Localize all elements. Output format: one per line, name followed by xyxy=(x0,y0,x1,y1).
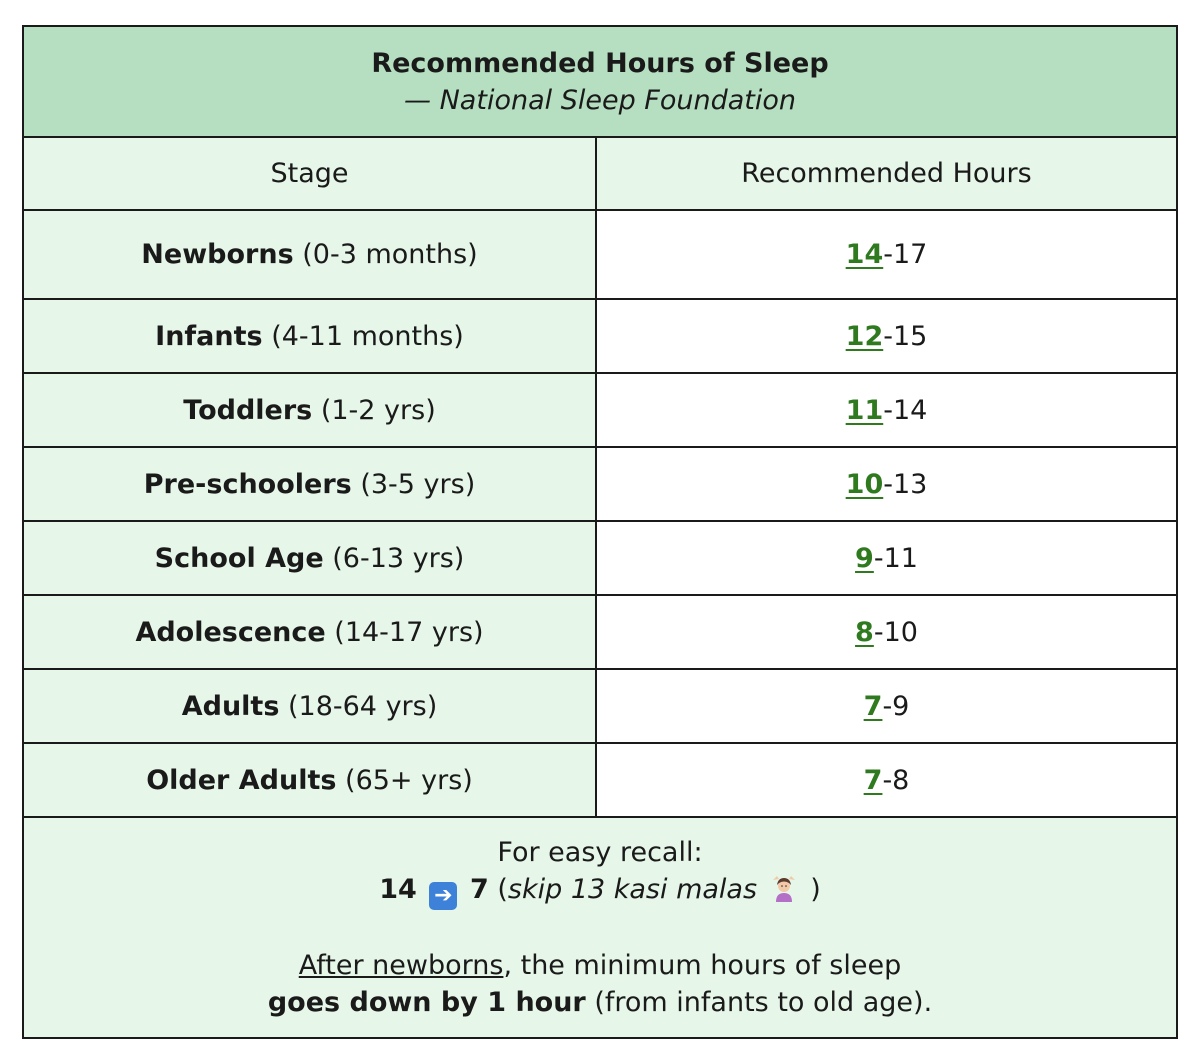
header-stage: Stage xyxy=(24,138,597,209)
note-line-1 xyxy=(299,947,902,984)
stage-name: School Age xyxy=(154,542,324,574)
stage-cell xyxy=(24,374,597,446)
header-row xyxy=(24,138,1176,211)
hours-min: 14 xyxy=(845,239,884,270)
stage-cell xyxy=(24,596,597,668)
hours-max: -8 xyxy=(882,764,910,796)
hours-cell xyxy=(597,744,1176,816)
hours-max: -10 xyxy=(873,616,918,648)
table-row xyxy=(24,300,1176,374)
hours-min: 7 xyxy=(863,764,883,796)
hours-cell xyxy=(597,596,1176,668)
note-end: (from infants to old age). xyxy=(594,987,933,1018)
table-row xyxy=(24,522,1176,596)
hours-max: -13 xyxy=(883,468,928,500)
note-underlined: After newborns xyxy=(298,950,504,981)
note-bold: goes down by 1 hour xyxy=(267,987,586,1018)
stage-age-range: (6-13 yrs) xyxy=(332,542,465,574)
hours-cell xyxy=(597,448,1176,520)
note-rest: , the minimum hours of sleep xyxy=(503,950,902,981)
stage-cell xyxy=(24,300,597,372)
hours-min: 12 xyxy=(845,320,884,352)
stage-age-range: (14-17 yrs) xyxy=(334,616,484,648)
hours-min: 9 xyxy=(855,542,874,574)
recall-line xyxy=(379,871,821,910)
recall-footer xyxy=(24,818,1176,1037)
hours-max: -11 xyxy=(873,542,918,574)
header-hours: Recommended Hours xyxy=(597,138,1176,209)
recall-paren-open: ( xyxy=(497,874,508,905)
hours-max: -15 xyxy=(883,320,928,352)
sleep-table xyxy=(22,25,1178,1039)
hours-max: -17 xyxy=(883,239,928,270)
stage-age-range: (65+ yrs) xyxy=(345,764,473,796)
stage-age-range: (1-2 yrs) xyxy=(320,394,436,426)
table-row xyxy=(24,448,1176,522)
table-row xyxy=(24,596,1176,670)
table-subtitle: — National Sleep Foundation xyxy=(404,84,796,116)
stage-cell xyxy=(24,211,597,298)
stage-name: Newborns xyxy=(141,239,294,270)
stage-name: Adolescence xyxy=(135,616,326,648)
hours-cell xyxy=(597,300,1176,372)
stage-cell xyxy=(24,448,597,520)
table-title-box xyxy=(24,27,1176,138)
recall-note: skip 13 kasi malas xyxy=(507,874,758,905)
recall-label: For easy recall: xyxy=(497,837,703,868)
hours-cell xyxy=(597,374,1176,446)
recall-to: 7 xyxy=(469,874,489,905)
right-arrow-icon: ➔ xyxy=(429,882,457,910)
stage-age-range: (18-64 yrs) xyxy=(288,690,438,722)
table-row xyxy=(24,211,1176,300)
stage-name: Toddlers xyxy=(183,394,313,426)
note-line-2 xyxy=(268,984,932,1021)
stage-age-range: (4-11 months) xyxy=(271,320,464,352)
stage-cell xyxy=(24,670,597,742)
stage-age-range: (0-3 months) xyxy=(302,239,478,270)
hours-max: -14 xyxy=(883,394,928,426)
hours-min: 8 xyxy=(855,616,874,648)
hours-min: 10 xyxy=(845,468,884,500)
person-gesturing-ok-icon xyxy=(770,874,798,904)
hours-min: 7 xyxy=(863,690,883,722)
recall-paren-close: ) xyxy=(810,874,821,905)
table-row xyxy=(24,374,1176,448)
stage-cell xyxy=(24,744,597,816)
hours-min: 11 xyxy=(845,394,884,426)
stage-name: Adults xyxy=(181,690,280,722)
hours-max: -9 xyxy=(882,690,910,722)
stage-name: Infants xyxy=(155,320,263,352)
hours-cell xyxy=(597,211,1176,298)
table-row xyxy=(24,744,1176,818)
table-title: Recommended Hours of Sleep xyxy=(371,47,829,79)
table-row xyxy=(24,670,1176,744)
stage-name: Older Adults xyxy=(146,764,337,796)
stage-age-range: (3-5 yrs) xyxy=(360,468,476,500)
hours-cell xyxy=(597,670,1176,742)
stage-name: Pre-schoolers xyxy=(143,468,352,500)
hours-cell xyxy=(597,522,1176,594)
recall-from: 14 xyxy=(379,874,417,905)
stage-cell xyxy=(24,522,597,594)
